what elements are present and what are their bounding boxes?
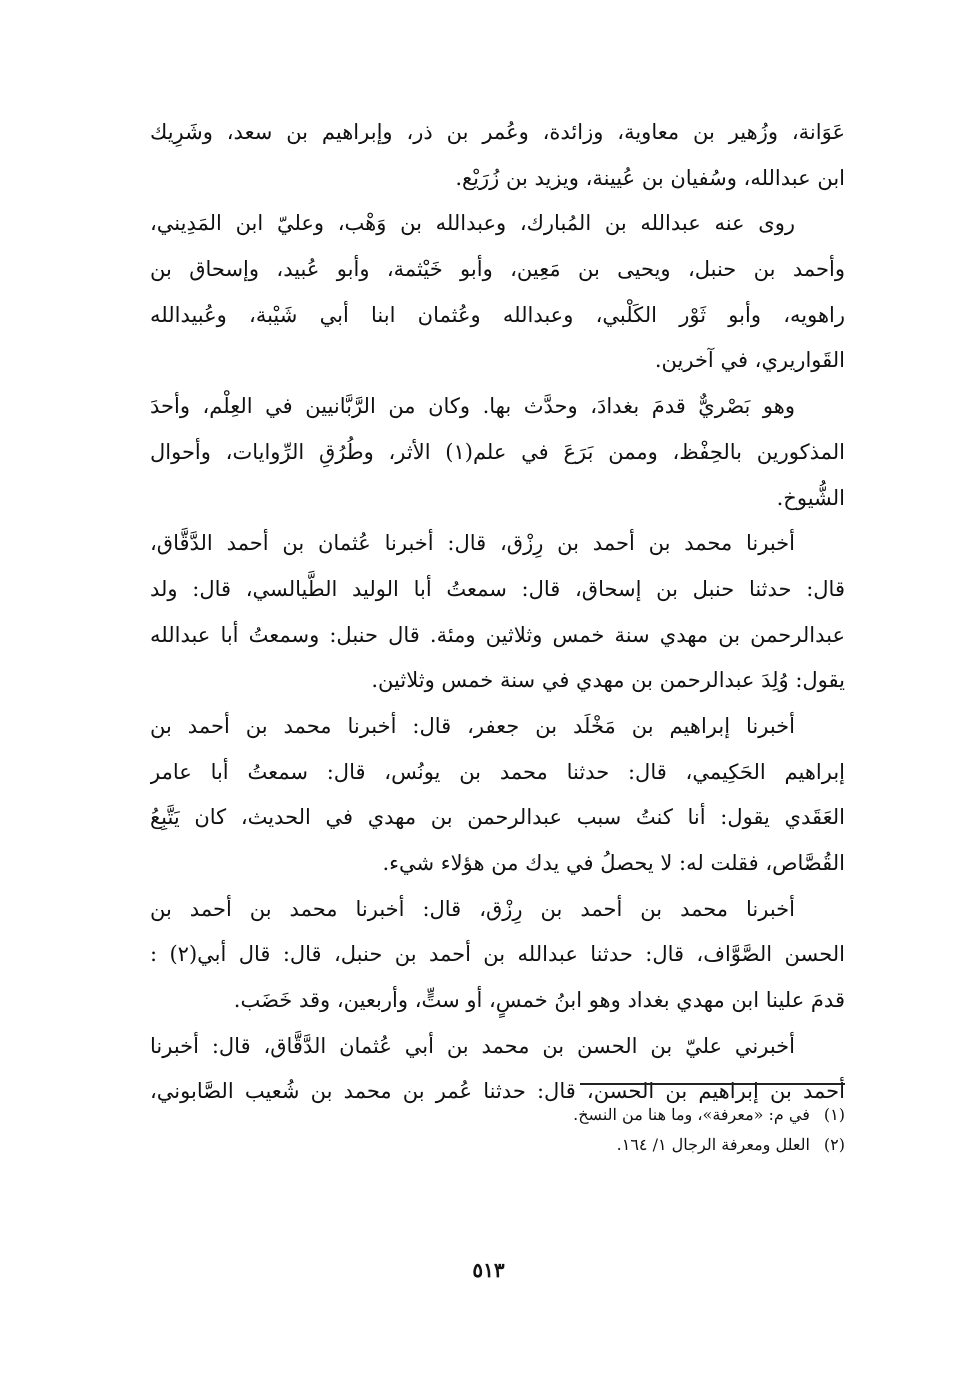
footnotes [420, 1100, 845, 1160]
page-number: ٥١٣ [472, 1258, 505, 1282]
text-line-13: يقول: وُلِدَ عبدالرحمن بن مهدي في سنة خمس وثلاثين. [371, 668, 845, 693]
text-line-9: الشُّيوخ. [776, 485, 845, 510]
text-line-18: أخبرنا محمد بن أحمد بن رِزْق، قال: أخبرنا محمد بن أحمد بن [150, 896, 795, 921]
text-line-16: العَقَدي يقول: أنا كنتُ سبب عبدالرحمن بن مهدي في الحديث، كان يَتَّبِعُ [150, 805, 845, 830]
footnote-1 [420, 1100, 845, 1130]
footnote-2-text: العلل ومعرفة الرجال ١/ ١٦٤. [616, 1135, 810, 1154]
text-line-6: القَواريري، في آخرين. [654, 348, 845, 373]
text-line-11: قال: حدثنا حنبل بن إسحاق، قال: سمعتُ أبا الوليد الطَّيالسي، قال: ولد [150, 576, 845, 601]
text-line-14: أخبرنا إبراهيم بن مَخْلَد بن جعفر، قال: أخبرنا محمد بن أحمد بن [150, 713, 795, 738]
main-text [150, 110, 845, 1115]
text-line-21: أخبرني عليّ بن الحسن بن محمد بن أبي عُثمان الدَّقَّاق، قال: أخبرنا [150, 1033, 795, 1058]
text-line-12: عبدالرحمن بن مهدي سنة خمس وثلاثين ومئة. قال حنبل: وسمعتُ أبا عبدالله [150, 622, 845, 647]
text-line-19: الحسن الصَّوَّاف، قال: حدثنا عبدالله بن أحمد بن حنبل، قال: قال أبي(٢) : [150, 942, 845, 967]
footnote-2 [420, 1130, 845, 1160]
text-line-17: القُصَّاص، فقلت له: لا يحصلُ في يدك من هؤلاء شيء. [382, 851, 845, 875]
text-line-3: روى عنه عبدالله بن المُبارك، وعبدالله بن وَهْب، وعليّ ابن المَدِيني، [150, 211, 795, 236]
text-line-7: وهو بَصْريٌّ قدمَ بغدادَ، وحدَّث بها. وكان من الرَّبَّانيين في العِلْم، وأحدَ [150, 394, 795, 419]
text-line-22: أحمد بن إبراهيم بن الحسن، قال: حدثنا عُمر بن محمد بن شُعيب الصَّابوني، [150, 1079, 845, 1104]
text-line-15: إبراهيم الحَكِيمي، قال: حدثنا محمد بن يونُس، قال: سمعتُ أبا عامر [150, 759, 845, 784]
footnote-2-number: (٢) [823, 1135, 845, 1154]
text-line-2: ابن عبدالله، وسُفيان بن عُيينة، ويزيد بن زُرَيْع. [455, 165, 845, 190]
text-line-5: راهويه، وأبو ثَوْر الكَلْبي، وعبدالله وعُثمان ابنا أبي شَيْبة، وعُبيدالله [150, 302, 845, 327]
footnote-separator [580, 1083, 845, 1085]
footnote-1-text: في م: «معرفة»، وما هنا من النسخ. [573, 1105, 810, 1124]
footnote-1-number: (١) [823, 1105, 845, 1124]
text-line-4: وأحمد بن حنبل، ويحيى بن مَعِين، وأبو خَيْثمة، وأبو عُبيد، وإسحاق بن [150, 257, 845, 282]
text-line-8: المذكورين بالحِفْظ، وممن بَرَعَ في علم(١) الأثر، وطُرُقِ الرِّوايات، وأحوال [150, 439, 845, 464]
text-line-20: قدمَ علينا ابن مهدي بغداد وهو ابنُ خمسٍ، أو ستٍّ، وأربعين، وقد خَضَب. [233, 988, 845, 1013]
text-line-10: أخبرنا محمد بن أحمد بن رِزْق، قال: أخبرنا عُثمان بن أحمد الدَّقَّاق، [150, 531, 795, 556]
text-line-1: عَوَانة، وزُهير بن معاوية، وزائدة، وعُمر بن ذر، وإبراهيم بن سعد، وشَرِيك [150, 120, 845, 144]
